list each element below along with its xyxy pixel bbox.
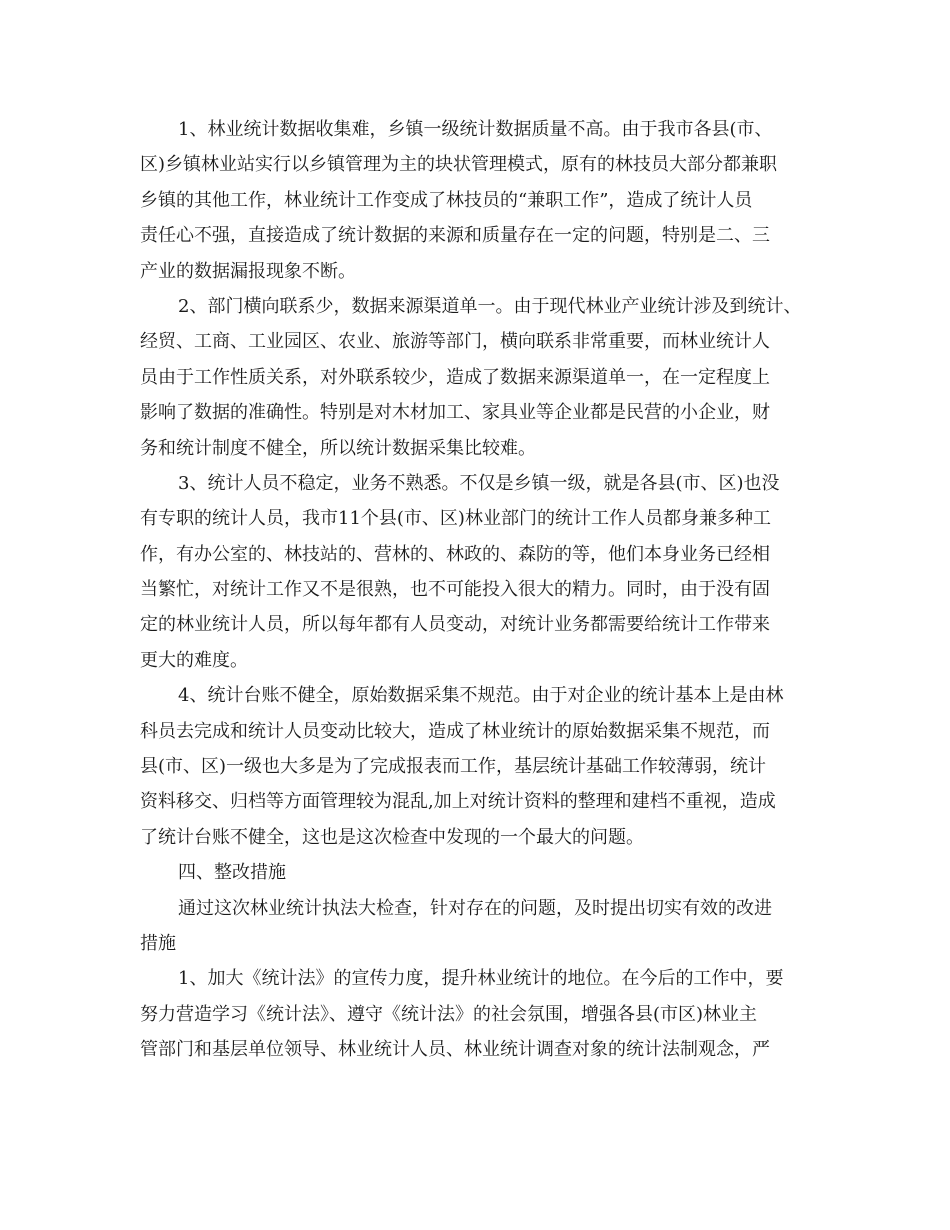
text-line: 员由于工作性质关系，对外联系较少，造成了数据来源渠道单一，在一定程度上 xyxy=(140,366,770,388)
text-line: 县(市、区)一级也大多是为了完成报表而工作，基层统计基础工作较薄弱，统计 xyxy=(140,756,767,778)
text-line: 产业的数据漏报现象不断。 xyxy=(140,260,356,282)
text-line: 1、加大《统计法》的宣传力度，提升林业统计的地位。在今后的工作中，要 xyxy=(178,968,784,990)
text-line: 资料移交、归档等方面管理较为混乱,加上对统计资料的整理和建档不重视，造成 xyxy=(140,791,776,813)
text-line: 责任心不强，直接造成了统计数据的来源和质量存在一定的问题，特别是二、三 xyxy=(140,225,770,247)
text-line: 务和统计制度不健全，所以统计数据采集比较难。 xyxy=(140,437,536,459)
text-line: 通过这次林业统计执法大检查，针对存在的问题，及时提出切实有效的改进 xyxy=(178,897,772,919)
text-line: 乡镇的其他工作，林业统计工作变成了林技员的“兼职工作”，造成了统计人员 xyxy=(140,189,753,211)
text-line: 当繁忙，对统计工作又不是很熟，也不可能投入很大的精力。同时，由于没有固 xyxy=(140,579,770,601)
text-line: 影响了数据的准确性。特别是对木材加工、家具业等企业都是民营的小企业，财 xyxy=(140,402,770,424)
text-line: 作，有办公室的、林技站的、营林的、林政的、森防的等，他们本身业务已经相 xyxy=(140,543,770,565)
text-line: 更大的难度。 xyxy=(140,649,248,671)
text-line: 科员去完成和统计人员变动比较大，造成了林业统计的原始数据采集不规范，而 xyxy=(140,720,770,742)
text-line: 管部门和基层单位领导、林业统计人员、林业统计调查对象的统计法制观念，严 xyxy=(140,1039,770,1061)
text-line: 了统计台账不健全，这也是这次检查中发现的一个最大的问题。 xyxy=(140,826,644,848)
text-line: 定的林业统计人员，所以每年都有人员变动，对统计业务都需要给统计工作带来 xyxy=(140,614,770,636)
document-body xyxy=(140,112,820,1068)
text-line: 3、统计人员不稳定，业务不熟悉。不仅是乡镇一级，就是各县(市、区)也没 xyxy=(178,472,780,494)
text-line: 经贸、工商、工业园区、农业、旅游等部门，横向联系非常重要，而林业统计人 xyxy=(140,331,770,353)
text-line: 4、统计台账不健全，原始数据采集不规范。由于对企业的统计基本上是由林 xyxy=(178,685,784,707)
text-line: 1、林业统计数据收集难，乡镇一级统计数据质量不高。由于我市各县(市、 xyxy=(178,119,773,140)
text-line: 努力营造学习《统计法》、遵守《统计法》的社会氛围，增强各县(市区)林业主 xyxy=(140,1003,758,1025)
text-line: 2、部门横向联系少，数据来源渠道单一。由于现代林业产业统计涉及到统计、 xyxy=(178,295,802,317)
text-line: 措施 xyxy=(140,932,176,954)
text-line: 有专职的统计人员，我市11个县(市、区)林业部门的统计工作人员都身兼多种工 xyxy=(140,508,771,530)
text-line: 区)乡镇林业站实行以乡镇管理为主的块状管理模式，原有的林技员大部分都兼职 xyxy=(140,154,778,176)
text-line: 四、整改措施 xyxy=(178,862,286,884)
